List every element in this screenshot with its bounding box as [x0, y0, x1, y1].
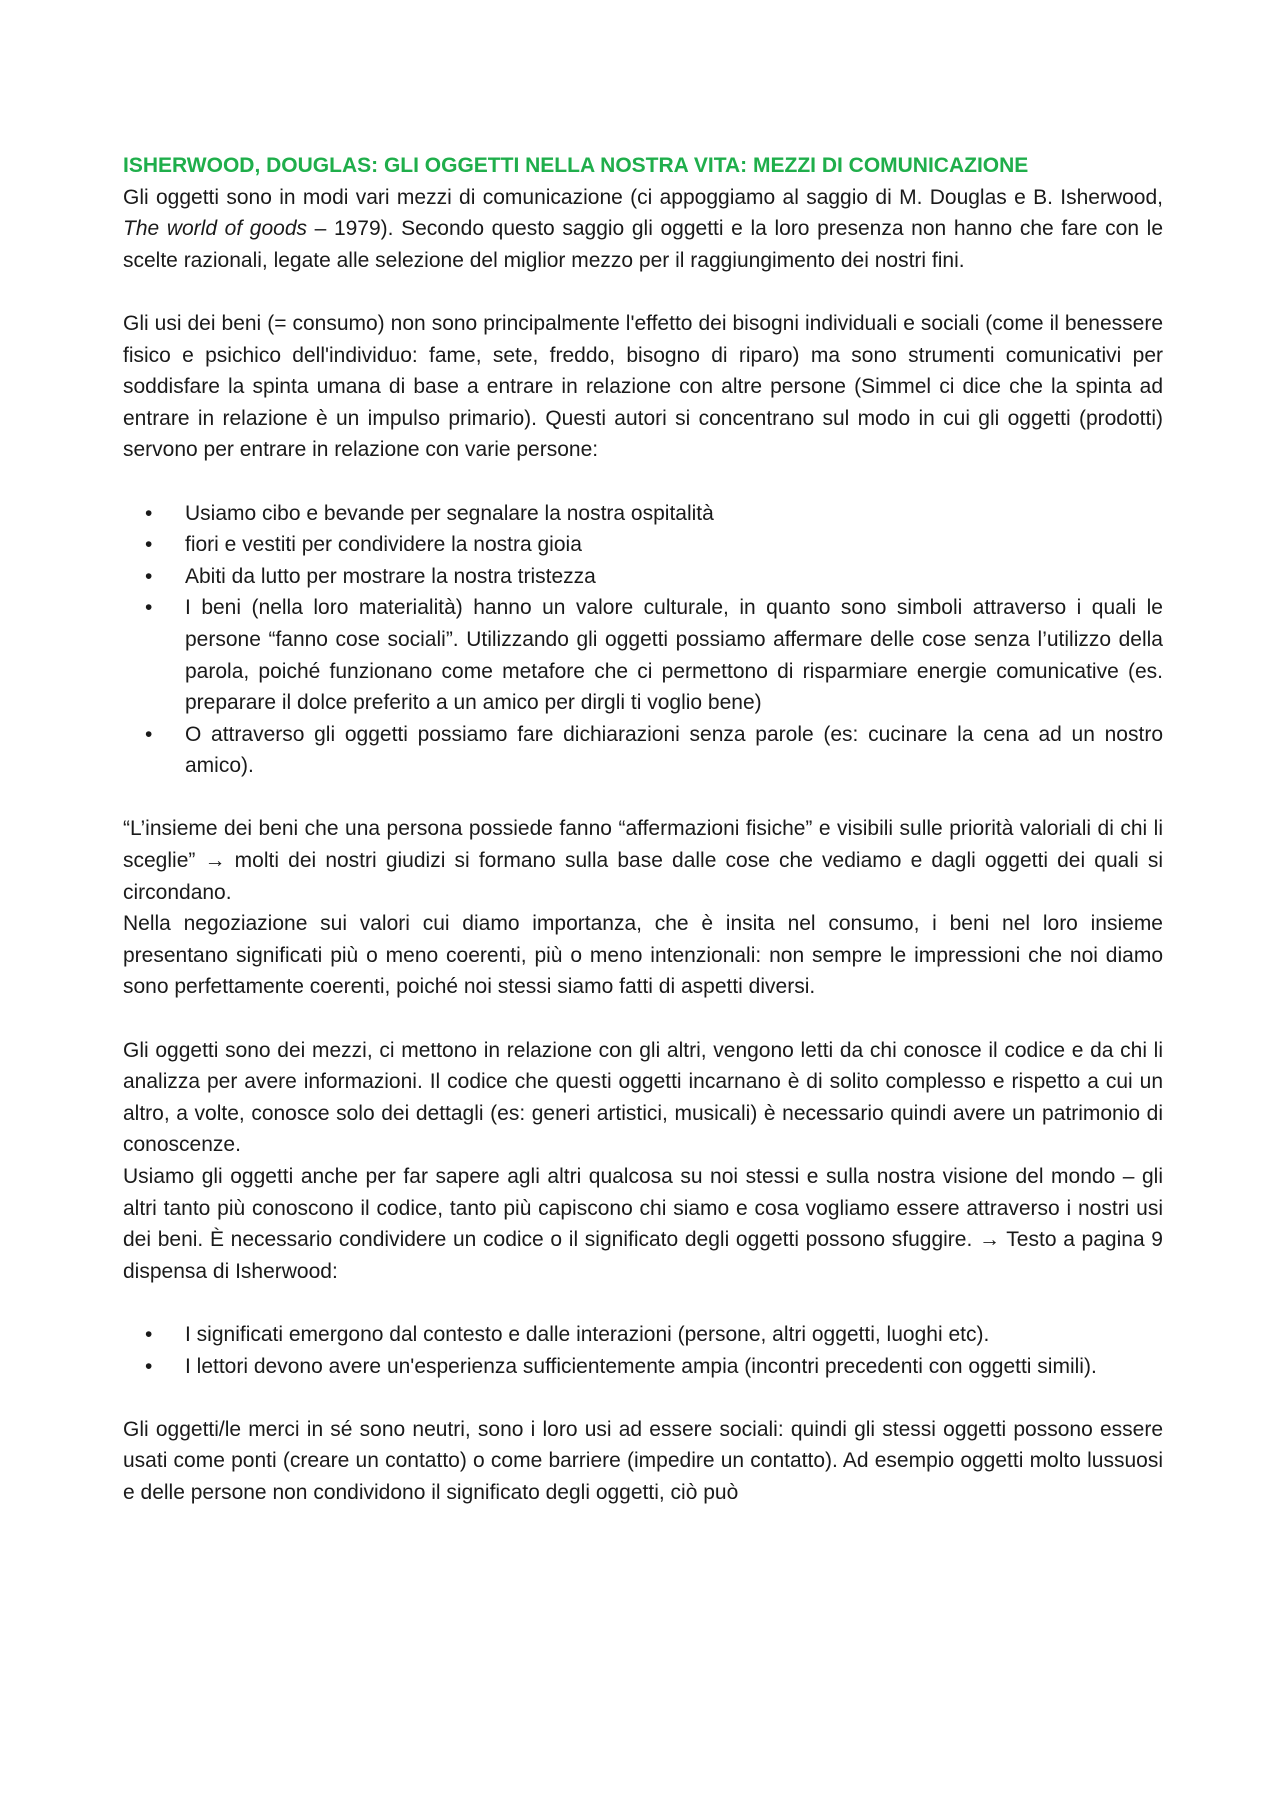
- intro-text-cont: – 1979). Secondo questo saggio gli oggetti e la loro presenza non hanno che fare con le scelte razionali, legate alle selezione del miglior mezzo per il raggiungimento dei nostri fini.: [123, 217, 1163, 272]
- document-page: [123, 150, 1163, 1509]
- paragraph-mezzi: Gli oggetti sono dei mezzi, ci mettono in relazione con gli altri, vengono letti da chi conosce il codice e da chi li analizza per avere informazioni. Il codice che questi oggetti incarnano è di solito complesso e rispetto a cui un altro, a volte, conosce solo dei dettagli (es: generi artistici, musicali) è necessario quindi avere un patrimonio di conoscenze.: [123, 1038, 1163, 1157]
- document-title: ISHERWOOD, DOUGLAS: GLI OGGETTI NELLA NOSTRA VITA: MEZZI DI COMUNICAZIONE: [123, 154, 1029, 177]
- paragraph-quote: “L’insieme dei beni che una persona possiede fanno “affermazioni fisiche” e visibili sulle priorità valoriali di chi li sceglie” → molti dei nostri giudizi si formano sulla base dalle cose che vediamo e dagli oggetti dei quali si circondano.: [123, 817, 1163, 904]
- bullet-icon: •: [145, 1322, 153, 1346]
- list-item: • I beni (nella loro materialità) hanno un valore culturale, in quanto sono simboli attraverso i quali le persone “fanno cose sociali”. Utilizzando gli oggetti possiamo affermare delle cose senza l’utilizzo della parola, poiché funzionano come metafore che ci permettono di risparmiare energie comunicative (es. preparare il dolce preferito a un amico per dirgli ti voglio bene): [123, 592, 1163, 718]
- bullet-list-2: [123, 1319, 1163, 1382]
- bullet-icon: •: [145, 1354, 153, 1378]
- bullet-icon: •: [145, 501, 153, 525]
- list-item: • I lettori devono avere un'esperienza sufficientemente ampia (incontri precedenti con oggetti simili).: [123, 1351, 1163, 1383]
- paragraph-beni: Gli usi dei beni (= consumo) non sono principalmente l'effetto dei bisogni individuali e sociali (come il benessere fisico e psichico dell'individuo: fame, sete, freddo, bisogno di riparo) ma sono strumenti comunicativi per soddisfare la spinta umana di base a entrare in relazione con altre persone (Simmel ci dice che la spinta ad entrare in relazione è un impulso primario). Questi autori si concentrano sul modo in cui gli oggetti (prodotti) servono per entrare in relazione con varie persone:: [123, 311, 1163, 462]
- paragraph-merci: Gli oggetti/le merci in sé sono neutri, sono i loro usi ad essere sociali: quindi gli stessi oggetti possono essere usati come ponti (creare un contatto) o come barriere (impedire un contatto). Ad esempio oggetti molto lussuosi e delle persone non condividono il significato degli oggetti, ciò può: [123, 1417, 1163, 1504]
- intro-text: Gli oggetti sono in modi vari mezzi di comunicazione (ci appoggiamo al saggio di M. Douglas e B. Isherwood,: [123, 185, 1163, 209]
- list-item: • I significati emergono dal contesto e dalle interazioni (persone, altri oggetti, luoghi etc).: [123, 1319, 1163, 1351]
- arrow-icon: →: [979, 1228, 1000, 1252]
- list-item: • fiori e vestiti per condividere la nostra gioia: [123, 529, 1163, 561]
- bullet-list-1: [123, 498, 1163, 782]
- paragraph-negoziazione: Nella negoziazione sui valori cui diamo importanza, che è insita nel consumo, i beni nel loro insieme presentano significati più o meno coerenti, più o meno intenzionali: non sempre le impressioni che noi diamo sono perfettamente coerenti, poiché noi stessi siamo fatti di aspetti diversi.: [123, 912, 1163, 999]
- bullet-icon: •: [145, 722, 153, 746]
- arrow-icon: →: [204, 849, 226, 873]
- bullet-icon: •: [145, 596, 153, 620]
- list-item: • O attraverso gli oggetti possiamo fare dichiarazioni senza parole (es: cucinare la cena ad un nostro amico).: [123, 719, 1163, 782]
- list-item: • Abiti da lutto per mostrare la nostra tristezza: [123, 561, 1163, 593]
- book-title: The world of goods: [123, 217, 307, 241]
- paragraph-usiamo: Usiamo gli oggetti anche per far sapere agli altri qualcosa su noi stessi e sulla nostra visione del mondo – gli altri tanto più conoscono il codice, tanto più capiscono chi siamo e cosa vogliamo essere attraverso i nostri usi dei beni. È necessario condividere un codice o il significato degli oggetti possono sfuggire. → Testo a pagina 9 dispensa di Isherwood:: [123, 1165, 1163, 1283]
- intro-paragraph: [123, 182, 1163, 277]
- bullet-icon: •: [145, 564, 153, 588]
- list-item: • Usiamo cibo e bevande per segnalare la nostra ospitalità: [123, 498, 1163, 530]
- bullet-icon: •: [145, 533, 153, 557]
